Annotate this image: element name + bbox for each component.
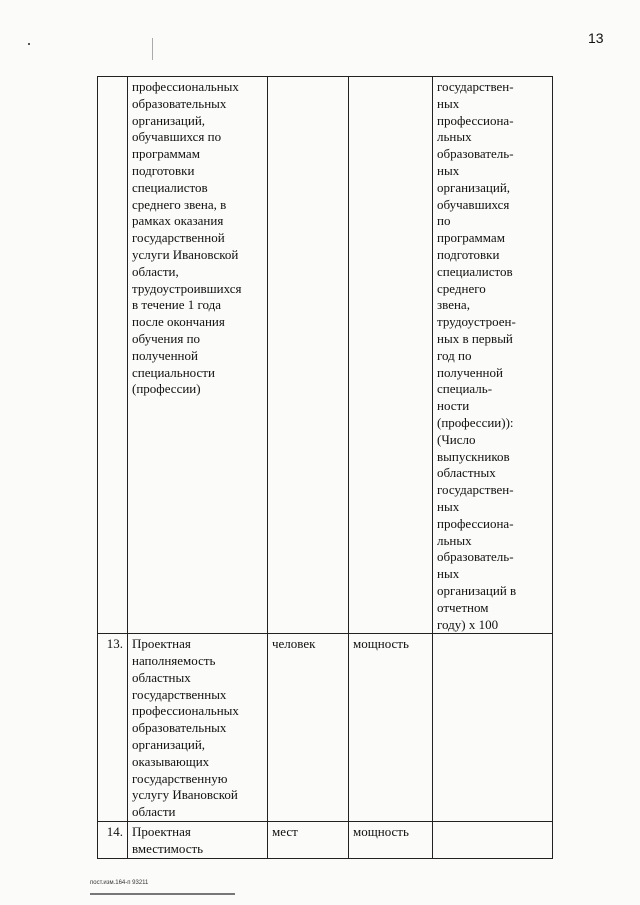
- table-row: [98, 77, 553, 634]
- scan-mark-tick: [152, 38, 153, 60]
- scan-mark-dot: [28, 43, 30, 45]
- table-row: [98, 822, 553, 859]
- calculation-method: [349, 77, 433, 634]
- row-number: 14.: [98, 822, 128, 859]
- footer-line: [90, 893, 235, 895]
- unit-of-measure: человек: [268, 634, 349, 822]
- footer-code: пост.изм.164-п 93211: [90, 880, 149, 886]
- indicator-name: Проектная наполняемость областных государственных профессиональных образовательных организаций, оказывающих государственную услугу Ивановской области: [128, 634, 268, 822]
- calculation-formula: [433, 634, 553, 822]
- indicator-name: Проектная вместимость: [128, 822, 268, 859]
- calculation-formula: [433, 822, 553, 859]
- row-number: 13.: [98, 634, 128, 822]
- table-row: [98, 634, 553, 822]
- indicator-table: [97, 76, 553, 859]
- calculation-method: мощность: [349, 634, 433, 822]
- indicator-name: профессиональных образовательных организаций, обучавшихся по программам подготовки специалистов среднего звена, в рамках оказания государственной услуги Ивановской области, трудоустроившихся в течение 1 года после окончания обучения по полученной специальности (профессии): [128, 77, 268, 634]
- page-number: 13: [588, 30, 604, 46]
- unit-of-measure: мест: [268, 822, 349, 859]
- row-number: [98, 77, 128, 634]
- calculation-formula: государствен- ных профессиона- льных образователь- ных организаций, обучавшихся по программам подготовки специалистов среднего звена, трудоустроен- ных в первый год по полученной специаль- ности (профессии)): (Число выпускников областных государствен- ных профессиона- льных образователь- ных организаций в отчетном году) х 100: [433, 77, 553, 634]
- unit-of-measure: [268, 77, 349, 634]
- calculation-method: мощность: [349, 822, 433, 859]
